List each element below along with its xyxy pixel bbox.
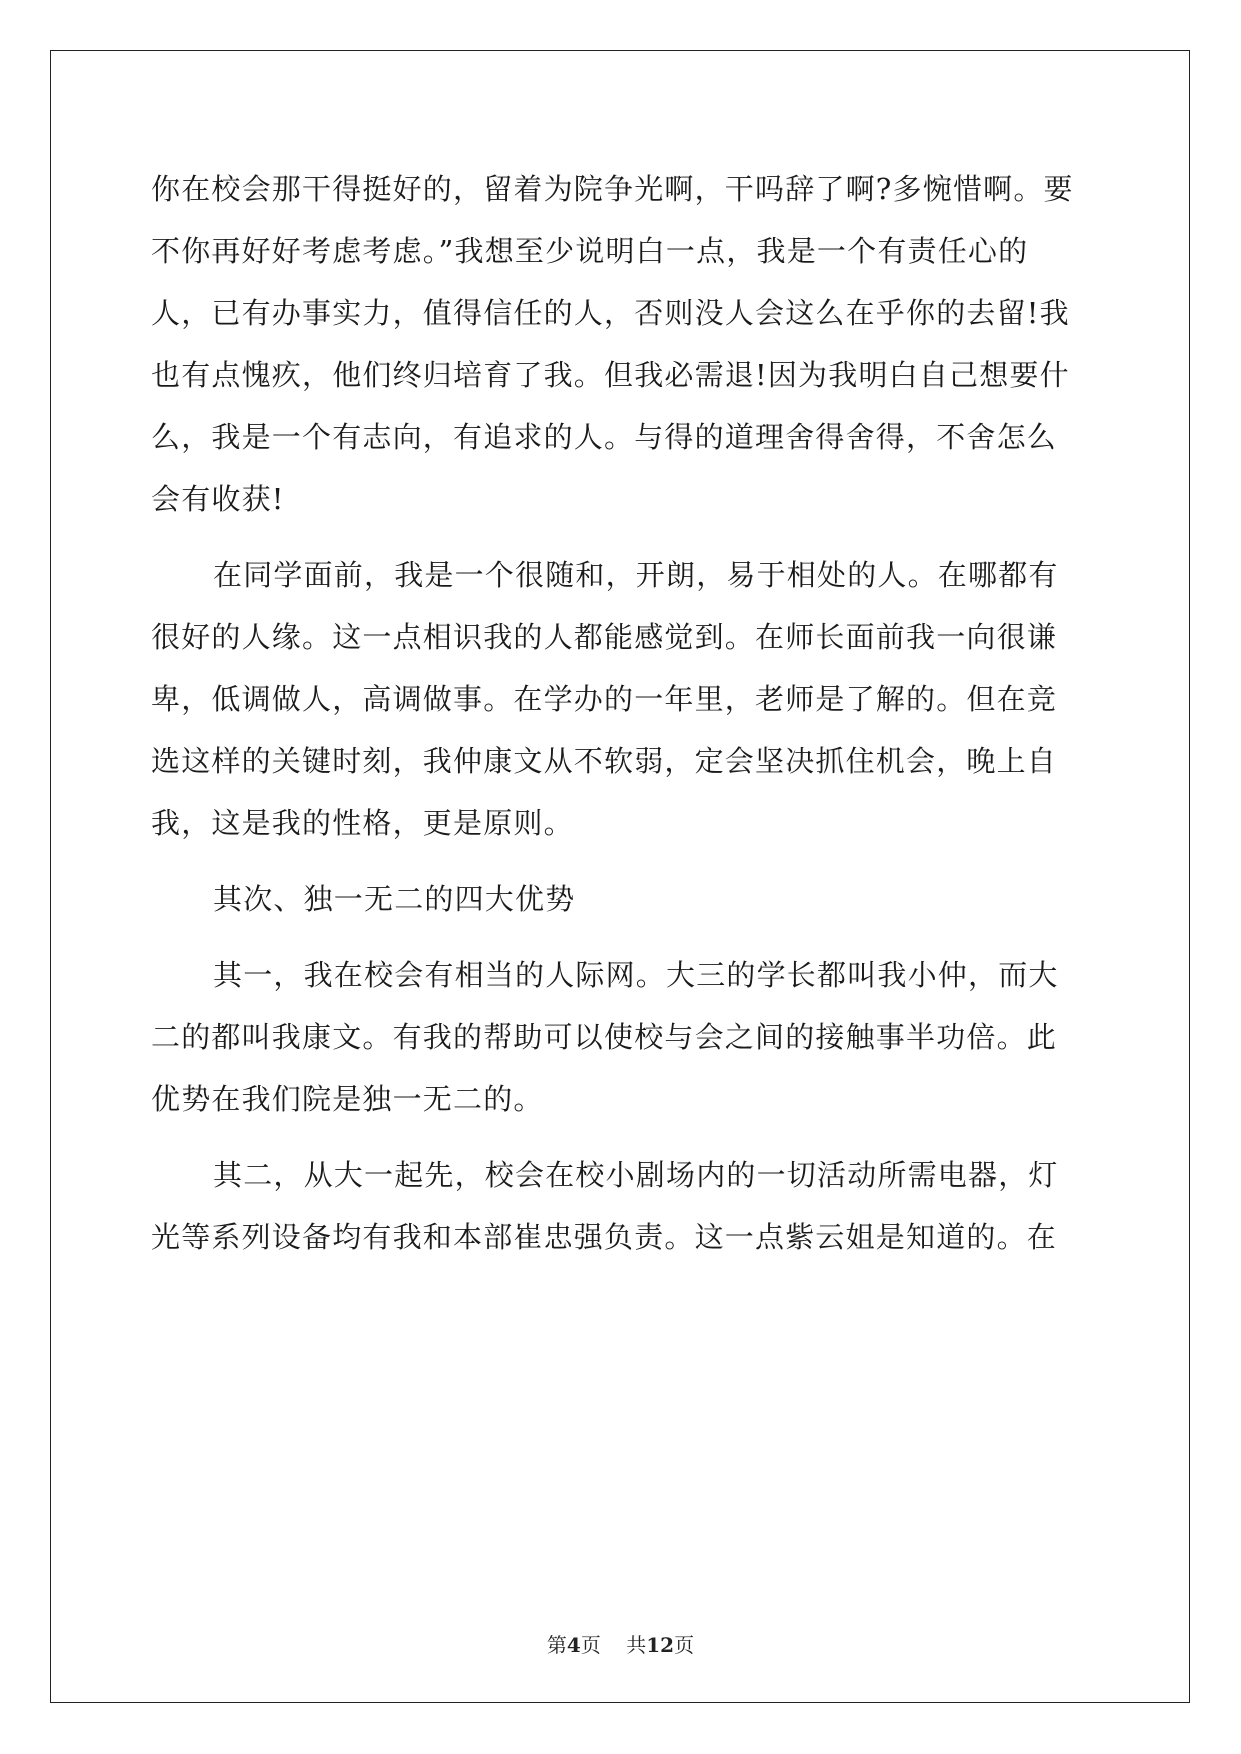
text-line: 不你再好好考虑考虑。”我想至少说明白一点，我是一个有责任心的 bbox=[151, 234, 1029, 268]
text-line: 会有收获! bbox=[151, 482, 285, 516]
paragraph bbox=[151, 158, 1091, 530]
text-line: 二的都叫我康文。有我的帮助可以使校与会之间的接触事半功倍。此 bbox=[151, 1020, 1058, 1054]
total-pages: 12 bbox=[646, 1633, 675, 1657]
text-line: 我，这是我的性格，更是原则。 bbox=[151, 806, 574, 840]
page-label-prefix: 第 bbox=[546, 1633, 567, 1657]
page-label-suffix: 页 bbox=[580, 1633, 601, 1657]
total-label-prefix: 共 bbox=[626, 1633, 647, 1657]
text-line: 也有点愧疚，他们终归培育了我。但我必需退!因为我明白自己想要什 bbox=[151, 358, 1070, 392]
page-footer bbox=[0, 1629, 1241, 1658]
text-line: 你在校会那干得挺好的，留着为院争光啊，干吗辞了啊?多惋惜啊。要 bbox=[151, 172, 1074, 206]
page-number: 4 bbox=[566, 1633, 581, 1657]
text-line: 优势在我们院是独一无二的。 bbox=[151, 1082, 544, 1116]
text-line: 卑，低调做人，高调做事。在学办的一年里，老师是了解的。但在竞 bbox=[151, 682, 1058, 716]
text-line: 人，已有办事实力，值得信任的人，否则没人会这么在乎你的去留!我 bbox=[151, 296, 1070, 330]
text-line: 光等系列设备均有我和本部崔忠强负责。这一点紫云姐是知道的。在 bbox=[151, 1220, 1058, 1254]
text-line: 在同学面前，我是一个很随和，开朗，易于相处的人。在哪都有 bbox=[213, 558, 1059, 592]
text-line: 其次、独一无二的四大优势 bbox=[213, 882, 576, 916]
paragraph bbox=[151, 944, 1091, 1130]
text-line: 很好的人缘。这一点相识我的人都能感觉到。在师长面前我一向很谦 bbox=[151, 620, 1058, 654]
paragraph bbox=[151, 544, 1091, 854]
text-line: 其一，我在校会有相当的人际网。大三的学长都叫我小仲，而大 bbox=[213, 958, 1059, 992]
total-label-suffix: 页 bbox=[674, 1633, 695, 1657]
document-body bbox=[151, 158, 1091, 1268]
text-line: 其二，从大一起先，校会在校小剧场内的一切活动所需电器，灯 bbox=[213, 1158, 1059, 1192]
section-heading bbox=[151, 868, 1091, 930]
text-line: 选这样的关键时刻，我仲康文从不软弱，定会坚决抓住机会，晚上自 bbox=[151, 744, 1058, 778]
text-line: 么，我是一个有志向，有追求的人。与得的道理舍得舍得，不舍怎么 bbox=[151, 420, 1058, 454]
paragraph bbox=[151, 1144, 1091, 1268]
